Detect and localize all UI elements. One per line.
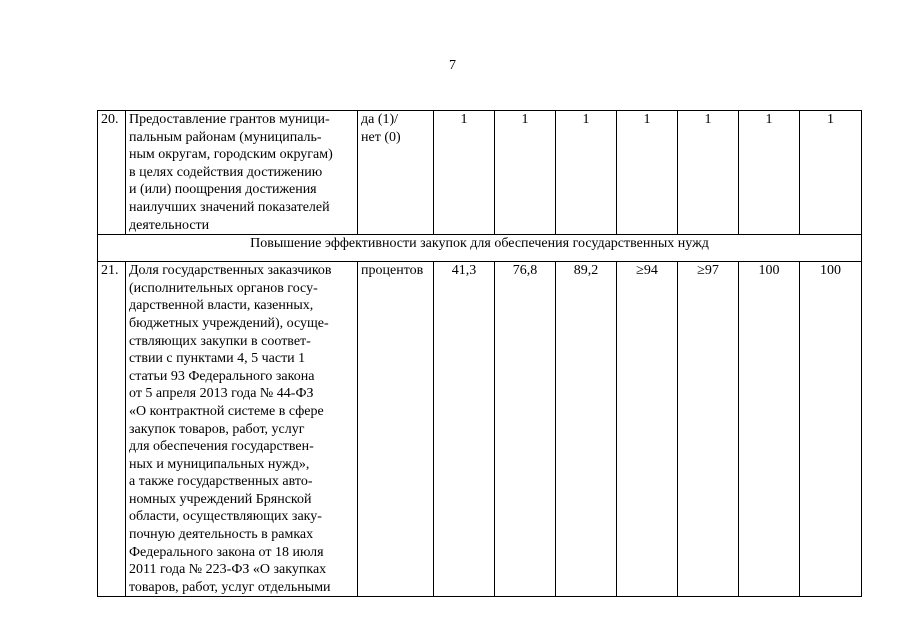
value-cell: 1 xyxy=(495,111,556,235)
row-number: 20. xyxy=(98,111,126,235)
description-line: пальным районам (муниципаль- xyxy=(129,129,322,145)
description-line: бюджетных учреждений), осуще- xyxy=(129,315,329,331)
row-number: 21. xyxy=(98,262,126,597)
indicator-description xyxy=(126,262,358,597)
description-line: Доля государственных заказчиков xyxy=(129,263,332,279)
value-cell: 1 xyxy=(434,111,495,235)
description-line: «О контрактной системе в сфере xyxy=(129,403,324,419)
description-line: 2011 года № 223-ФЗ «О закупках xyxy=(129,562,327,578)
value-cell: 1 xyxy=(556,111,617,235)
value-cell: 1 xyxy=(739,111,800,235)
description-line: ных и муниципальных нужд», xyxy=(129,456,310,472)
description-line: для обеспечения государствен- xyxy=(129,439,314,455)
value-cell: 100 xyxy=(739,262,800,597)
value-cell: 76,8 xyxy=(495,262,556,597)
unit-line: процентов xyxy=(361,263,424,279)
unit-line: нет (0) xyxy=(361,129,401,145)
description-line: от 5 апреля 2013 года № 44-ФЗ xyxy=(129,386,314,402)
section-title: Повышение эффективности закупок для обеспечения государственных нужд xyxy=(98,235,862,262)
value-cell: 1 xyxy=(617,111,678,235)
section-header-row xyxy=(98,235,862,262)
description-line: области, осуществляющих заку- xyxy=(129,509,322,525)
description-line: номных учреждений Брянской xyxy=(129,491,312,507)
page-number: 7 xyxy=(449,58,456,73)
description-line: товаров, работ, услуг отдельными xyxy=(129,579,331,595)
description-line: ным округам, городским округам) xyxy=(129,147,333,163)
description-line: Предоставление грантов муници- xyxy=(129,112,330,127)
description-line: дарственной власти, казенных, xyxy=(129,298,314,314)
indicator-description xyxy=(126,111,358,235)
description-line: почную деятельность в рамках xyxy=(129,527,314,543)
description-line: статьи 93 Федерального закона xyxy=(129,368,315,384)
description-line: Федерального закона от 18 июля xyxy=(129,544,324,560)
unit-cell xyxy=(358,111,434,235)
value-cell: 1 xyxy=(800,111,862,235)
description-line: (исполнительных органов госу- xyxy=(129,280,318,296)
description-line: наилучших значений показателей xyxy=(129,199,330,215)
description-line: ствии с пунктами 4, 5 части 1 xyxy=(129,351,306,367)
description-line: в целях содействия достижению xyxy=(129,164,323,180)
value-cell: ≥97 xyxy=(678,262,739,597)
value-cell: 41,3 xyxy=(434,262,495,597)
unit-line: да (1)/ xyxy=(361,112,399,127)
table-row-21 xyxy=(98,262,862,597)
description-line: и (или) поощрения достижения xyxy=(129,182,317,198)
table-row-20 xyxy=(98,111,862,235)
description-line: а также государственных авто- xyxy=(129,474,313,490)
value-cell: ≥94 xyxy=(617,262,678,597)
indicators-table xyxy=(97,110,862,597)
value-cell: 89,2 xyxy=(556,262,617,597)
description-line: деятельности xyxy=(129,217,210,233)
value-cell: 1 xyxy=(678,111,739,235)
unit-cell xyxy=(358,262,434,597)
description-line: закупок товаров, работ, услуг xyxy=(129,421,305,437)
description-line: ствляющих закупки в соответ- xyxy=(129,333,311,349)
value-cell: 100 xyxy=(800,262,862,597)
